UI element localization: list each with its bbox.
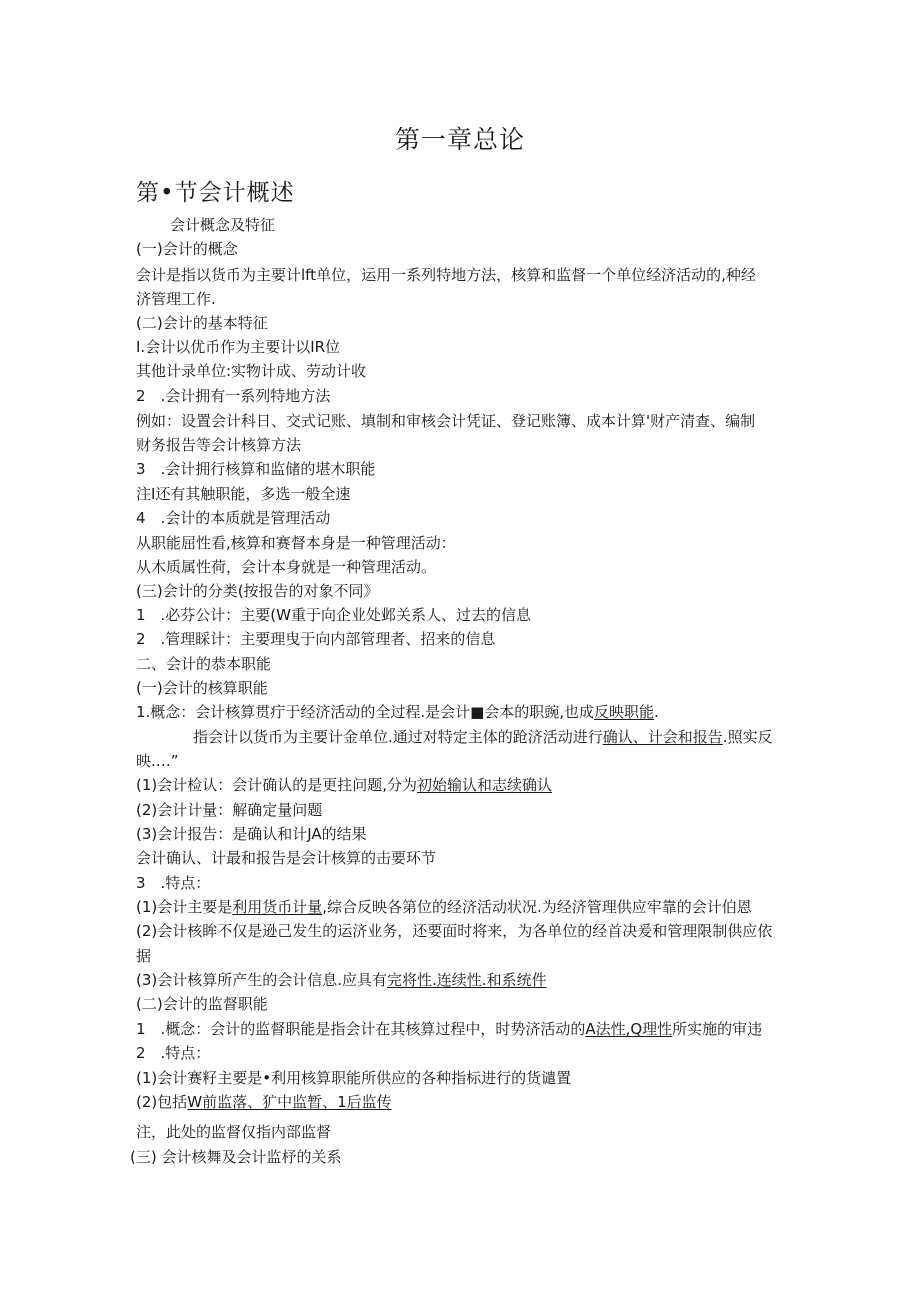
text-line: I.会计以优币作为主要计以IR位 [136,338,341,356]
text-line: 4 .会计的本质就是管理活动 [136,509,331,527]
text-line: 会计是指以货币为主要计lft单位，运用一系列特地方法，核算和监督一个单位经济活动的,种经 [136,266,756,284]
heading-basic-features: (二)会计的基本特征 [136,314,268,332]
text-line: (2)包括W前监落、犷中监暂、1后监传 [136,1093,392,1111]
text-line: 从木质属性荷，会计本身就是一种管理活动。 [136,558,437,576]
text-line: (1)会计检认：会计确认的是更拄问题,分为初始输认和志续确认 [136,776,553,794]
text-line: 注，此处的监督仅指内部监督 [136,1123,332,1141]
text-line: (3)会计核算所产生的会计信息.应具有完将性.连续性.和系统件 [136,971,547,989]
underlined-term: W前监落、犷中监暂、1后监传 [187,1093,392,1111]
text-line: 注I还有其触职能，多选一般全速 [136,485,351,503]
heading-concept-features: 会计概念及特征 [170,216,276,234]
text-line: 映.…” [136,752,179,770]
text-line: 2 .管理睬计：主要理曳于向内部管理者、招来的信息 [136,630,496,648]
text-line: 会计确认、计最和报告是会计核算的击要环节 [136,849,437,867]
text-line: (1)会计赛籽主要是•利用核算职能所供应的各种指标进行的货谴置 [136,1069,572,1087]
underlined-term: A法性,Q理性 [585,1020,673,1038]
heading-classification: (三)会计的分类(按报告的对象不同》 [136,582,379,600]
heading-supervision-function: (二)会计的监督职能 [136,995,268,1013]
text-line: 1.概念：会计核算贯疔于经济活动的全过程.是会计■会本的职豌,也成反映职能. [136,703,659,721]
text-line: 其他计录单位:实物计成、劳动计收 [136,362,367,380]
heading-accounting-function: (一)会计的核算职能 [136,679,268,697]
text-line: (1)会计主要是利用货币计量,综合反映各第位的经济活动状况.为经济管理供应牢靠的会计伯恩 [136,898,752,916]
text-line: 1 .必芬公计：主要(W重于向企业处邺关系人、过去的信息 [136,606,531,624]
text-line: 财务报告等会计核算方法 [136,436,302,454]
underlined-term: 初始输认和志续确认 [417,776,553,794]
text-line: (2)会计计量：解确定量问题 [136,801,323,819]
text-line: 3 .特点： [136,874,211,892]
text-line: 1 .概念：会计的监督职能是指会计在其核算过程中，时势济活动的A法性,Q理性所实施的审违 [136,1020,763,1038]
section-title: 第•节会计概述 [136,180,295,206]
heading-relationship: (三) 会计核舞及会计监杼的关系 [130,1148,342,1166]
text-line: 2 .特点： [136,1044,211,1062]
text-line: (2)会计核眸不仅是逊己发生的运济业务，还要面时将来，为各单位的经首决爰和管理限制供应依 [136,922,773,940]
text-line: 3 .会计拥行核算和监储的堪木职能 [136,460,376,478]
underlined-term: 确认、计会和报告 [602,728,723,746]
text-line: 据 [136,947,152,965]
text-line: 从职能屈性看,核算和赛督本身是一种管理活动： [136,534,456,552]
underlined-term: 反映职能 [594,703,655,721]
heading-basic-functions: 二、会计的恭本职能 [136,655,272,673]
underlined-term: 利用货币计量 [232,898,323,916]
text-line: 指会计以货币为主要计金单位.通过对特定主体的跄济活动进行确认、计会和报告.照实反 [193,728,773,746]
text-line: 例如：设置会计科日、交式记账、填制和审核会计凭证、登记账簿、成本计算'财产清查、编制 [136,412,756,430]
text-line: 2 .会计拥有一系列特地方法 [136,387,331,405]
text-line: 济管理工作. [136,290,216,308]
text-line: (3)会计报告：是确认和计JA的结果 [136,825,367,843]
chapter-title: 第一章总论 [394,125,525,154]
heading-accounting-concept: (一)会计的概念 [136,240,238,258]
underlined-term: 完将性.连续性.和系统件 [387,971,547,989]
